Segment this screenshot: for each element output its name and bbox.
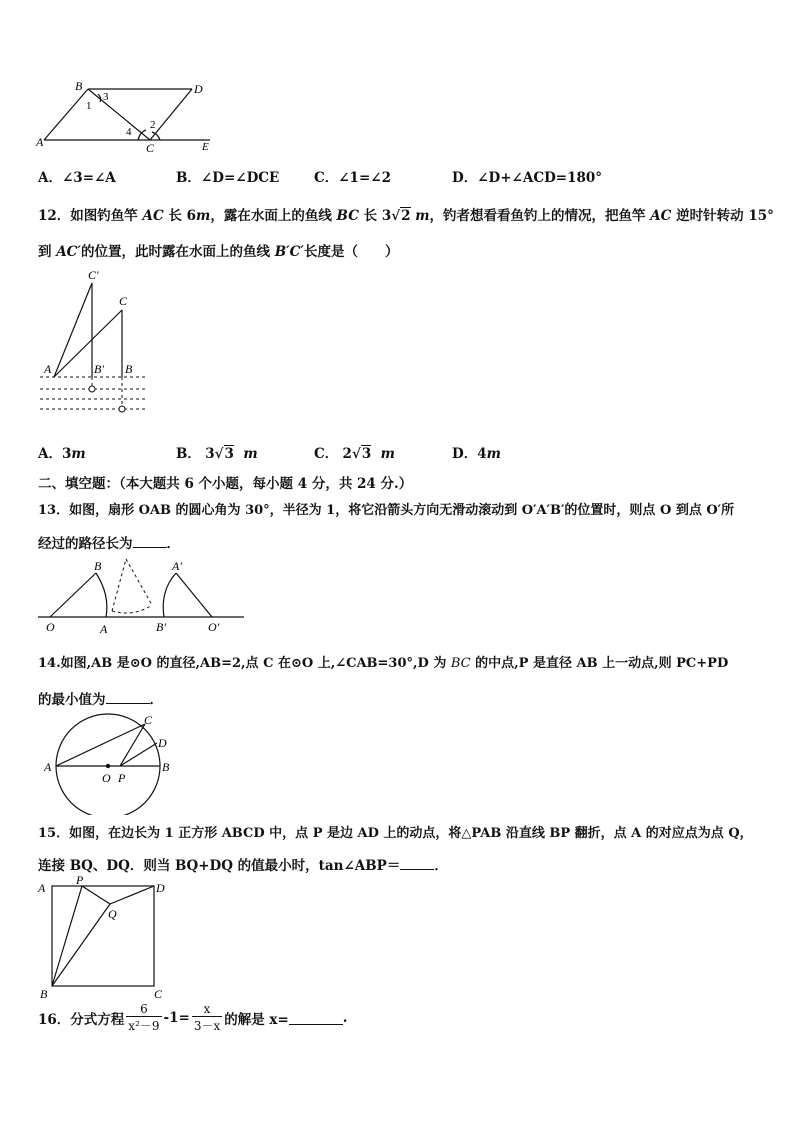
label-E: E (202, 141, 209, 153)
q12-option-c[interactable]: C． 2√3 m (314, 446, 395, 462)
q12-stem-line1: 12．如图钓鱼竿 AC 长 6m，露在水面上的鱼线 BC 长 3√2 m，钓者想看看鱼钓上的情况，把鱼竿 AC 逆时针转动 15° (38, 208, 774, 224)
label-P: P (118, 771, 126, 785)
label-B: B (125, 362, 133, 376)
label-P: P (76, 874, 84, 887)
q13-stem-line2: 经过的路径长为 ． (38, 536, 180, 552)
section-heading-fill-in: 二、填空题：（本大题共 6 个小题，每小题 4 分，共 24 分.） (38, 476, 413, 492)
label-O: O (46, 620, 55, 634)
label-B: B (40, 987, 48, 1001)
label-angle-2: 2 (150, 119, 156, 131)
figure-q11-parallelogram (30, 76, 220, 156)
q12-stem-line2: 到 AC′的位置，此时露在水面上的鱼线 B′C′长度是（ ） (38, 244, 399, 260)
q16-stem: 16．分式方程 $\frac{6}{\text{x²－9}}$ -1= $\frac{x}{3-x}$ 的解是 x= . (38, 1002, 348, 1033)
label-B-prime: B′ (156, 620, 166, 634)
q16-answer-blank[interactable] (289, 1012, 343, 1025)
q15-answer-blank[interactable] (400, 857, 434, 870)
label-A-prime: A′ (172, 559, 182, 573)
fraction-x-over-3-x: $\frac{x}{3-x}$ (193, 1002, 221, 1033)
label-D: D (194, 82, 203, 96)
q15-stem-line1: 15．如图，在边长为 1 正方形 ABCD 中，点 P 是边 AD 上的动点，将△PAB 沿直线 BP 翻折，点 A 的对应点为点 Q， (38, 826, 753, 841)
label-C: C (144, 713, 153, 727)
q12-option-d[interactable]: D．4m (452, 446, 501, 462)
label-angle-4: 4 (126, 126, 132, 138)
q12-option-a[interactable]: A．3m (38, 446, 86, 462)
label-A: A (100, 622, 108, 636)
label-Q: Q (108, 907, 117, 921)
q14-answer-blank[interactable] (106, 691, 150, 704)
label-angle-1: 1 (86, 100, 92, 112)
label-C: C (119, 294, 128, 308)
figure-q14-circle (40, 710, 180, 815)
label-O-prime: O′ (208, 620, 220, 634)
figure-q15-square (34, 874, 169, 1002)
label-angle-3: 3 (103, 91, 109, 103)
label-D: D (158, 736, 167, 750)
label-B: B (94, 559, 102, 573)
label-B-prime: B′ (94, 362, 104, 376)
q11-option-d[interactable]: D．∠D+∠ACD=180° (452, 170, 603, 186)
label-A: A (44, 362, 52, 376)
q15-stem-line2: 连接 BQ、DQ．则当 BQ+DQ 的值最小时，tan∠ABP＝ ． (38, 858, 448, 874)
label-O: O (102, 771, 111, 785)
label-A: A (36, 135, 44, 149)
label-A: A (44, 760, 52, 774)
q11-option-a[interactable]: A．∠3=∠A (38, 170, 116, 186)
q13-answer-blank[interactable] (133, 535, 167, 548)
label-C: C (146, 141, 155, 155)
q14-stem-line2: 的最小值为 ． (38, 692, 163, 708)
label-B: B (162, 760, 170, 774)
q13-stem-line1: 13．如图，扇形 OAB 的圆心角为 30°，半径为 1，将它沿箭头方向无滑动滚动到 O′A′B′的位置时，则点 O 到点 O′所 (38, 503, 735, 518)
label-C: C (154, 987, 163, 1001)
q14-stem-line1: 14.如图,AB 是⊙O 的直径,AB=2,点 C 在⊙O 上,∠CAB=30°,D 为 BC 的中点,P 是直径 AB 上一动点,则 PC+PD (38, 656, 729, 671)
label-B: B (75, 79, 83, 93)
figure-q13-sector-rolling (36, 555, 248, 637)
arc-bc: BC (450, 656, 471, 671)
fraction-6-over-x2-9: $\frac{6}{\text{x²－9}}$ (128, 1002, 160, 1033)
label-A: A (38, 881, 46, 895)
figure-q12-fishing-rod (32, 265, 162, 425)
label-C-prime: C′ (88, 268, 99, 282)
q11-option-c[interactable]: C．∠1=∠2 (314, 170, 391, 186)
label-D: D (156, 881, 165, 895)
q12-option-b[interactable]: B． 3√3 m (176, 446, 258, 462)
q11-option-b[interactable]: B．∠D=∠DCE (176, 170, 280, 186)
